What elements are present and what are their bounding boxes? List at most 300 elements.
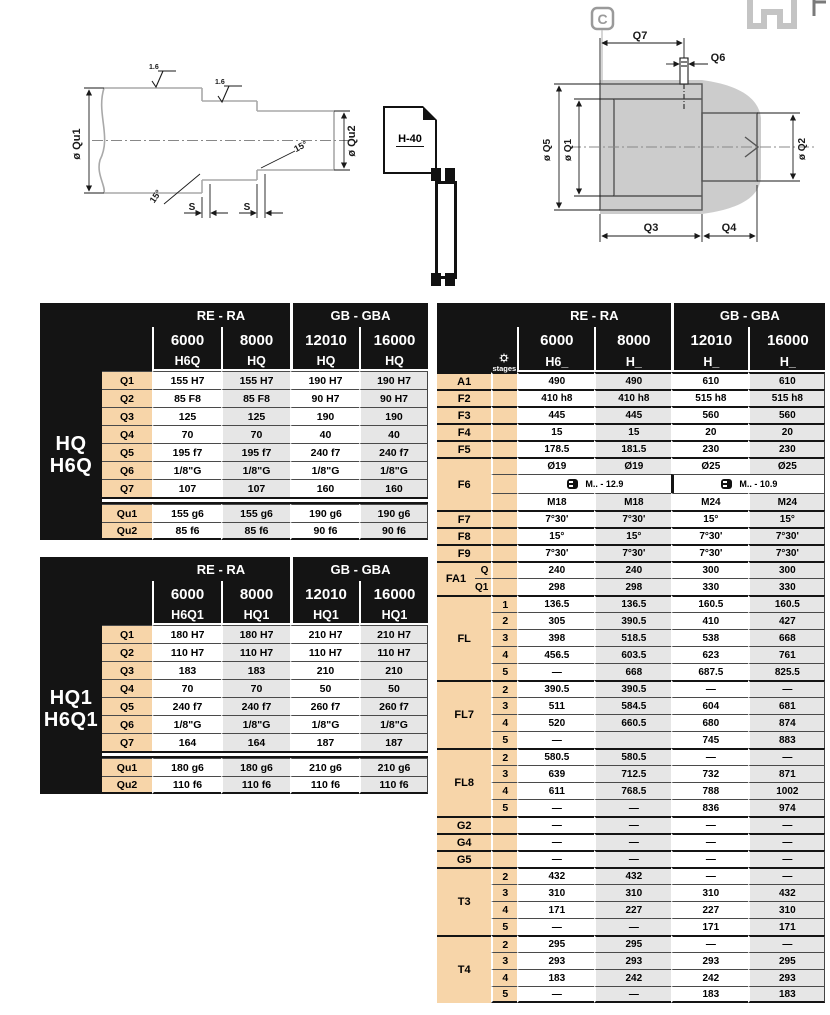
value-cell: Ø19 (517, 457, 594, 474)
value-cell: — (748, 935, 825, 952)
size-header: 6000 (517, 327, 594, 353)
value-cell: 1/8"G (290, 461, 359, 479)
column-group-header: RE - RA (152, 303, 290, 327)
stage-cell: 2 (491, 935, 517, 952)
value-cell: 40 (359, 425, 428, 443)
row-label: Q1 (102, 371, 152, 389)
value-cell: — (517, 850, 594, 867)
value-cell: 7°30' (594, 510, 671, 527)
header-filler (437, 303, 517, 327)
value-cell: 155 g6 (152, 504, 221, 522)
value-cell: 7°30' (671, 527, 748, 544)
h40-document-icon (383, 106, 437, 174)
value-cell: — (748, 833, 825, 850)
roughness-symbol (152, 71, 242, 102)
value-cell: 110 f6 (221, 776, 290, 794)
value-cell: 183 (748, 986, 825, 1003)
header-filler (40, 607, 152, 625)
stage-cell (491, 833, 517, 850)
value-cell: 187 (290, 733, 359, 751)
hq-spec-table (40, 303, 428, 540)
model-header: HQ1 (359, 607, 428, 625)
hq1-table-container (40, 557, 428, 794)
value-cell: 7°30' (748, 544, 825, 561)
row-label: Q4 (102, 425, 152, 443)
stage-cell: 2 (491, 748, 517, 765)
stage-cell (491, 544, 517, 561)
value-cell: 538 (671, 629, 748, 646)
shaft-dimension-drawing (52, 52, 367, 257)
value-cell: 668 (748, 629, 825, 646)
value-cell: 136.5 (594, 595, 671, 612)
value-cell: 788 (671, 782, 748, 799)
value-cell: 432 (748, 884, 825, 901)
value-cell: 210 (290, 661, 359, 679)
section-marker-c: C (597, 11, 608, 27)
value-cell: 70 (221, 425, 290, 443)
value-cell: 155 H7 (221, 371, 290, 389)
value-cell: 183 (152, 661, 221, 679)
value-cell: 40 (290, 425, 359, 443)
stage-cell: 4 (491, 901, 517, 918)
value-cell: 183 (517, 969, 594, 986)
value-cell: 410 h8 (594, 389, 671, 406)
value-cell: — (748, 850, 825, 867)
size-header: 8000 (221, 327, 290, 353)
header-filler (437, 327, 517, 353)
value-cell: 1/8"G (221, 715, 290, 733)
model-header: HQ1 (290, 607, 359, 625)
value-cell: 178.5 (517, 440, 594, 457)
row-group-label: FL (437, 595, 491, 680)
stage-cell: 5 (491, 731, 517, 748)
value-cell: 1002 (748, 782, 825, 799)
doc-ref-label: H-40 (398, 133, 422, 145)
value-cell: 611 (517, 782, 594, 799)
bolt-icon (721, 479, 732, 489)
value-cell: — (594, 986, 671, 1003)
value-cell: 7°30' (517, 544, 594, 561)
value-cell: 7°30' (594, 544, 671, 561)
value-cell: 745 (671, 731, 748, 748)
stage-cell (491, 440, 517, 457)
dim-label-q2: ø Q2 (797, 137, 808, 161)
stage-cell: 2 (491, 680, 517, 697)
value-cell: 183 (671, 986, 748, 1003)
value-cell: 110 H7 (359, 643, 428, 661)
size-header: 6000 (152, 581, 221, 607)
value-cell: 125 (221, 407, 290, 425)
row-group-label: F6 (437, 457, 491, 510)
stage-cell: 4 (491, 782, 517, 799)
value-cell: 183 (221, 661, 290, 679)
value-cell: 390.5 (594, 680, 671, 697)
value-cell: 518.5 (594, 629, 671, 646)
value-cell: — (517, 833, 594, 850)
stage-cell: 3 (491, 952, 517, 969)
value-cell: 7°30' (671, 544, 748, 561)
value-cell: 210 H7 (359, 625, 428, 643)
value-cell: 260 f7 (359, 697, 428, 715)
value-cell: 445 (594, 406, 671, 423)
value-cell: 298 (517, 578, 594, 595)
row-label: Q5 (102, 443, 152, 461)
value-cell: 330 (748, 578, 825, 595)
size-header: 8000 (594, 327, 671, 353)
value-cell: — (671, 867, 748, 884)
value-cell: — (748, 867, 825, 884)
value-cell: 230 (671, 440, 748, 457)
value-cell: 490 (517, 372, 594, 389)
value-cell: 155 H7 (152, 371, 221, 389)
value-cell: 160.5 (671, 595, 748, 612)
value-cell: M24 (748, 493, 825, 510)
bolt-spec-cell (517, 474, 671, 493)
row-label: Qu1 (102, 504, 152, 522)
value-cell: 520 (517, 714, 594, 731)
value-cell: 160.5 (748, 595, 825, 612)
value-cell: 171 (748, 918, 825, 935)
value-cell: 90 H7 (290, 389, 359, 407)
seal-coupling-icon (428, 168, 458, 286)
column-group-header: GB - GBA (290, 557, 428, 581)
value-cell: 242 (671, 969, 748, 986)
value-cell: 210 (359, 661, 428, 679)
value-cell: 295 (748, 952, 825, 969)
value-cell: 580.5 (594, 748, 671, 765)
column-group-header: GB - GBA (671, 303, 825, 327)
model-header: H6Q (152, 353, 221, 371)
size-header: 16000 (359, 581, 428, 607)
value-cell: 610 (748, 372, 825, 389)
stage-cell: 3 (491, 765, 517, 782)
bolt-spec-text: M.. - 12.9 (585, 478, 624, 489)
value-cell: 195 f7 (221, 443, 290, 461)
value-cell: 190 (359, 407, 428, 425)
model-header: H_ (748, 353, 825, 372)
value-cell: 260 f7 (290, 697, 359, 715)
value-cell: — (671, 833, 748, 850)
stage-cell (491, 527, 517, 544)
column-group-header: GB - GBA (290, 303, 428, 327)
value-cell: 560 (748, 406, 825, 423)
value-cell: 242 (594, 969, 671, 986)
value-cell: 110 f6 (290, 776, 359, 794)
value-cell: 732 (671, 765, 748, 782)
value-cell: 15° (671, 510, 748, 527)
value-cell: 240 f7 (152, 697, 221, 715)
value-cell: 445 (517, 406, 594, 423)
sub-row-label: Q (475, 561, 491, 578)
row-label: Qu2 (102, 776, 152, 794)
stage-cell: 4 (491, 714, 517, 731)
value-cell: 15° (748, 510, 825, 527)
value-cell: 310 (517, 884, 594, 901)
value-cell: 230 (748, 440, 825, 457)
value-cell: Ø19 (594, 457, 671, 474)
value-cell: 305 (517, 612, 594, 629)
value-cell: 110 f6 (359, 776, 428, 794)
value-cell: 825.5 (748, 663, 825, 680)
table-spacer (102, 751, 428, 758)
row-group-label: G4 (437, 833, 491, 850)
value-cell: 687.5 (671, 663, 748, 680)
header-filler (40, 581, 152, 607)
value-cell: Ø25 (671, 457, 748, 474)
value-cell: 210 H7 (290, 625, 359, 643)
stage-cell: 3 (491, 629, 517, 646)
value-cell: 50 (359, 679, 428, 697)
value-cell: 90 f6 (359, 522, 428, 540)
stage-cell: 2 (491, 867, 517, 884)
value-cell: 210 g6 (290, 758, 359, 776)
value-cell: 1/8"G (221, 461, 290, 479)
row-label: Q3 (102, 407, 152, 425)
value-cell: 85 F8 (221, 389, 290, 407)
value-cell: 190 g6 (359, 504, 428, 522)
value-cell: M18 (594, 493, 671, 510)
table-spacer (102, 497, 428, 504)
row-group-label: FA1 (437, 561, 475, 595)
row-group-label: G2 (437, 816, 491, 833)
roughness-value-2: 1.6 (215, 79, 225, 86)
value-cell: — (671, 816, 748, 833)
value-cell: 300 (748, 561, 825, 578)
value-cell: 240 (594, 561, 671, 578)
value-cell: 515 h8 (671, 389, 748, 406)
value-cell: 110 H7 (290, 643, 359, 661)
hq1-spec-table (40, 557, 428, 794)
value-cell: 660.5 (594, 714, 671, 731)
value-cell: 604 (671, 697, 748, 714)
main-table-container (437, 303, 825, 1003)
value-cell: 427 (748, 612, 825, 629)
dim-label-s2: S (243, 202, 251, 213)
value-cell: 7°30' (517, 510, 594, 527)
model-header: H_ (671, 353, 748, 372)
stage-cell (491, 406, 517, 423)
roughness-value-1: 1.6 (149, 64, 159, 71)
stage-cell: 4 (491, 646, 517, 663)
row-group-label: F2 (437, 389, 491, 406)
row-label: Q2 (102, 643, 152, 661)
value-cell: 639 (517, 765, 594, 782)
value-cell: 160 (359, 479, 428, 497)
dim-label-q4: Q4 (721, 222, 737, 234)
header-filler (40, 303, 152, 327)
value-cell: 603.5 (594, 646, 671, 663)
row-label: Q6 (102, 715, 152, 733)
value-cell: 70 (152, 679, 221, 697)
value-cell: — (671, 850, 748, 867)
value-cell: 227 (594, 901, 671, 918)
size-header: 12010 (290, 581, 359, 607)
dim-label-q3: Q3 (643, 222, 659, 234)
value-cell: — (517, 731, 594, 748)
row-label: Q4 (102, 679, 152, 697)
value-cell: 1/8"G (152, 715, 221, 733)
value-cell: — (594, 816, 671, 833)
value-cell: 70 (152, 425, 221, 443)
stages-column-header: stages (491, 353, 517, 372)
model-header: H_ (594, 353, 671, 372)
row-group-label: F3 (437, 406, 491, 423)
value-cell: 295 (594, 935, 671, 952)
value-cell: 107 (152, 479, 221, 497)
value-cell: 330 (671, 578, 748, 595)
housing-dimension-drawing (540, 0, 830, 262)
row-group-label: F8 (437, 527, 491, 544)
value-cell: 181.5 (594, 440, 671, 457)
value-cell: — (517, 986, 594, 1003)
value-cell: 515 h8 (748, 389, 825, 406)
row-label: Qu1 (102, 758, 152, 776)
value-cell: 180 g6 (221, 758, 290, 776)
value-cell: 180 g6 (152, 758, 221, 776)
value-cell: 410 h8 (517, 389, 594, 406)
value-cell: 310 (671, 884, 748, 901)
value-cell: 398 (517, 629, 594, 646)
value-cell: — (671, 748, 748, 765)
value-cell: 15 (594, 423, 671, 440)
stage-cell: 5 (491, 918, 517, 935)
value-cell: 107 (221, 479, 290, 497)
value-cell: 136.5 (517, 595, 594, 612)
value-cell: 190 g6 (290, 504, 359, 522)
value-cell: — (748, 748, 825, 765)
row-group-label: F5 (437, 440, 491, 457)
stages-gear-icon (498, 353, 510, 364)
stage-cell: 2 (491, 612, 517, 629)
value-cell: 1/8"G (359, 461, 428, 479)
stage-cell: 3 (491, 884, 517, 901)
value-cell: 293 (594, 952, 671, 969)
value-cell: 240 f7 (290, 443, 359, 461)
value-cell: 7°30' (748, 527, 825, 544)
row-group-label: F9 (437, 544, 491, 561)
value-cell: 456.5 (517, 646, 594, 663)
series-label: HQ1 H6Q1 (40, 625, 102, 794)
value-cell: 180 H7 (221, 625, 290, 643)
row-group-label: FL7 (437, 680, 491, 748)
value-cell: 712.5 (594, 765, 671, 782)
dim-label-q6: Q6 (710, 52, 726, 64)
value-cell: 85 F8 (152, 389, 221, 407)
value-cell: 85 f6 (152, 522, 221, 540)
stage-cell: 4 (491, 969, 517, 986)
value-cell: 681 (748, 697, 825, 714)
dim-label-q7: Q7 (632, 30, 648, 42)
sub-row-label: Q1 (475, 578, 491, 595)
value-cell: — (594, 918, 671, 935)
value-cell: 155 g6 (221, 504, 290, 522)
value-cell: — (517, 918, 594, 935)
column-group-header: RE - RA (152, 557, 290, 581)
value-cell: — (517, 799, 594, 816)
size-header: 12010 (671, 327, 748, 353)
size-header: 12010 (290, 327, 359, 353)
value-cell: 432 (594, 867, 671, 884)
value-cell: 15° (594, 527, 671, 544)
chamfer-label-1: 15° (147, 187, 164, 205)
value-cell: 300 (671, 561, 748, 578)
value-cell: 190 H7 (290, 371, 359, 389)
value-cell: 680 (671, 714, 748, 731)
value-cell: 511 (517, 697, 594, 714)
row-label: Q7 (102, 733, 152, 751)
model-header: HQ (221, 353, 290, 371)
value-cell: — (594, 833, 671, 850)
value-cell: 668 (594, 663, 671, 680)
row-group-label: F4 (437, 423, 491, 440)
size-header: 8000 (221, 581, 290, 607)
value-cell: 390.5 (594, 612, 671, 629)
row-label: Q3 (102, 661, 152, 679)
value-cell: 874 (748, 714, 825, 731)
value-cell: 240 f7 (221, 697, 290, 715)
value-cell: 240 (517, 561, 594, 578)
value-cell: — (671, 935, 748, 952)
value-cell: 560 (671, 406, 748, 423)
value-cell: 70 (221, 679, 290, 697)
stage-cell (491, 850, 517, 867)
value-cell: 580.5 (517, 748, 594, 765)
value-cell: 160 (290, 479, 359, 497)
value-cell: 187 (359, 733, 428, 751)
size-header: 16000 (359, 327, 428, 353)
value-cell: — (517, 663, 594, 680)
value-cell: — (748, 816, 825, 833)
row-label: Q5 (102, 697, 152, 715)
value-cell: 1/8"G (359, 715, 428, 733)
stage-cell: 5 (491, 986, 517, 1003)
row-label: Q1 (102, 625, 152, 643)
stage-cell: 3 (491, 697, 517, 714)
value-cell: 974 (748, 799, 825, 816)
stage-cell: 5 (491, 663, 517, 680)
row-label: Q6 (102, 461, 152, 479)
bolt-icon (567, 479, 578, 489)
dim-label-s1: S (188, 202, 196, 213)
stage-cell: 1 (491, 595, 517, 612)
size-header: 6000 (152, 327, 221, 353)
value-cell: 125 (152, 407, 221, 425)
value-cell: 50 (290, 679, 359, 697)
stage-cell (491, 372, 517, 389)
value-cell: 432 (517, 867, 594, 884)
value-cell: 164 (221, 733, 290, 751)
stage-cell (491, 561, 517, 578)
value-cell: 761 (748, 646, 825, 663)
value-cell (594, 731, 671, 748)
value-cell: 190 (290, 407, 359, 425)
model-header: H6Q1 (152, 607, 221, 625)
value-cell: 610 (671, 372, 748, 389)
value-cell: 171 (517, 901, 594, 918)
value-cell: 298 (594, 578, 671, 595)
row-group-label: A1 (437, 372, 491, 389)
row-label: Q7 (102, 479, 152, 497)
value-cell: — (594, 850, 671, 867)
value-cell: 584.5 (594, 697, 671, 714)
value-cell: M24 (671, 493, 748, 510)
value-cell: 110 H7 (152, 643, 221, 661)
row-group-label: T3 (437, 867, 491, 935)
header-filler (40, 327, 152, 353)
stage-cell (491, 816, 517, 833)
value-cell: 110 f6 (152, 776, 221, 794)
stage-cell: 5 (491, 799, 517, 816)
